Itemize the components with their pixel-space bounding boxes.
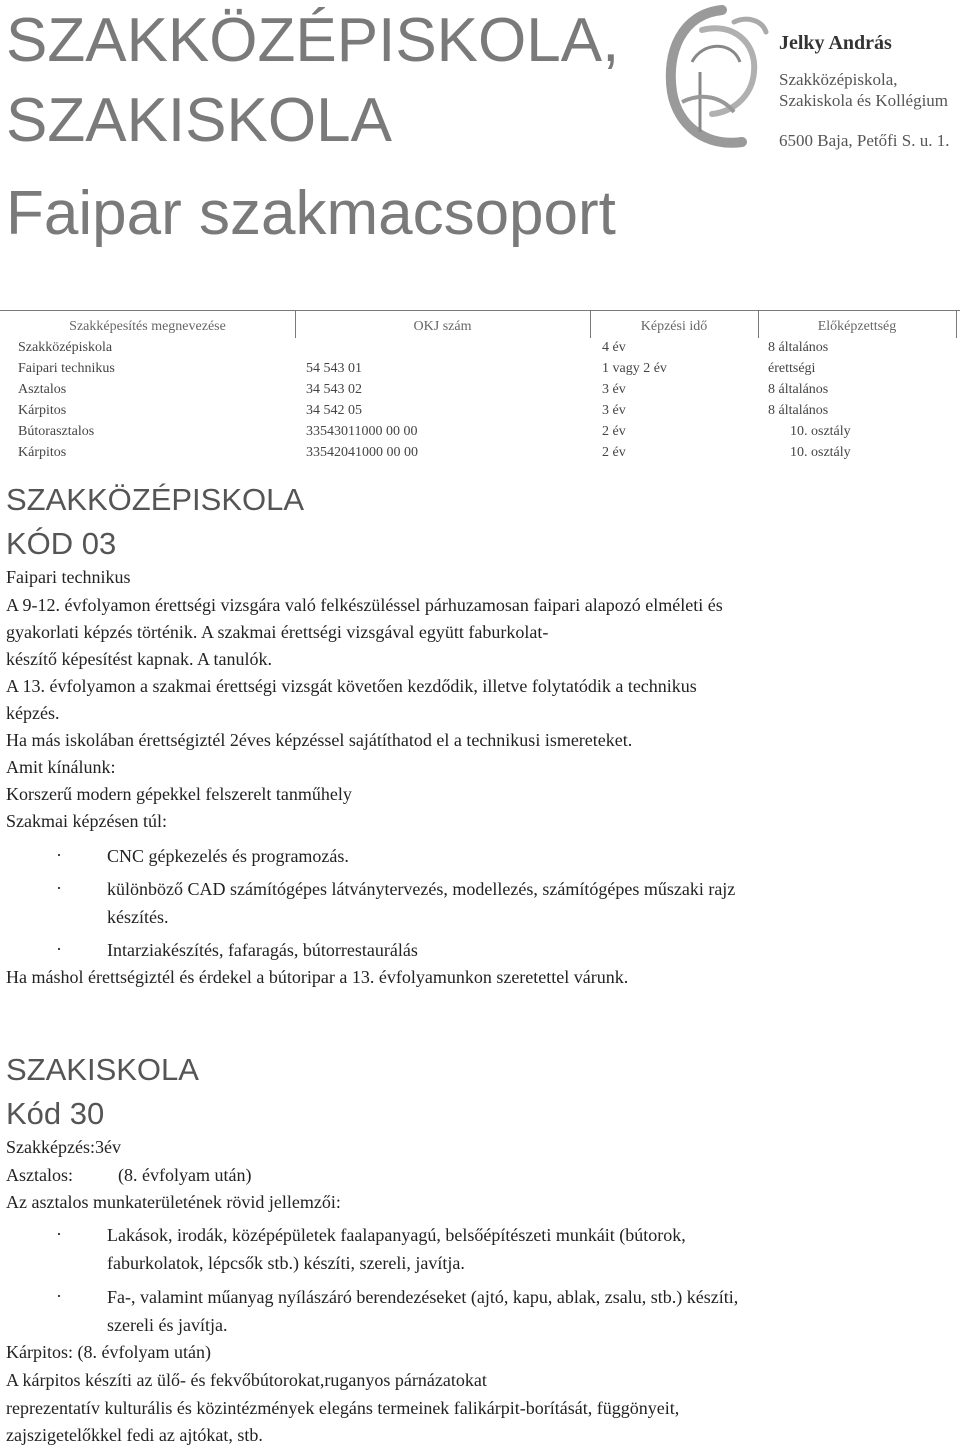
list-item-text: Fa-, valamint műanyag nyílászáró berendezéseket (ajtó, kapu, ablak, zsalu, stb.) készíti,: [107, 1287, 739, 1307]
table-cell: 2 év: [602, 424, 626, 439]
school-type-line-2: Szakiskola és Kollégium: [779, 91, 949, 110]
school-type-line-1: Szakközépiskola,: [779, 70, 898, 89]
paragraph-line: reprezentatív kulturális és közintézmények elegáns termeinek falikárpit-borítását, függönyeit,: [6, 1398, 680, 1418]
table-header-name: Szakképesítés megnevezése: [69, 319, 226, 334]
table-cell: 10. osztály: [790, 445, 851, 460]
table-cell: 4 év: [602, 340, 626, 355]
paragraph-line: A 13. évfolyamon a szakmai érettségi vizsgát követően kezdődik, illetve folytatódik a technikus: [6, 676, 697, 696]
school-logo: [662, 2, 774, 152]
table-cell: Asztalos: [18, 382, 67, 397]
paragraph-line: A kárpitos készíti az ülő- és fekvőbútorokat,ruganyos párnázatokat: [6, 1370, 487, 1390]
school-address: 6500 Baja, Petőfi S. u. 1.: [779, 131, 950, 150]
paragraph-line: A 9-12. évfolyamon érettségi vizsgára való felkészüléssel párhuzamosan faipari alapozó elméleti és: [6, 595, 723, 615]
school-name: Jelky András: [779, 32, 892, 54]
bullet-icon: ·: [56, 845, 62, 865]
bullet-icon: ·: [56, 1224, 62, 1244]
paragraph-line: Szakmai képzésen túl:: [6, 811, 167, 831]
asztalos-note: (8. évfolyam után): [118, 1165, 252, 1185]
section-subtitle: Faipari technikus: [6, 567, 131, 587]
table-header-duration: Képzési idő: [640, 319, 708, 334]
bullet-icon: ·: [56, 939, 62, 959]
karpitos-label: Kárpitos: (8. évfolyam után): [6, 1342, 211, 1362]
table-cell: Bútorasztalos: [18, 424, 95, 439]
title-line-3: Faipar szakmacsoport: [6, 179, 616, 248]
table-header-prerequisite: Előképzettség: [817, 319, 897, 334]
table-cell: 10. osztály: [790, 424, 851, 439]
section-code: KÓD 03: [6, 526, 117, 561]
table-cell: 8 általános: [768, 403, 829, 418]
list-item-text: szereli és javítja.: [107, 1315, 228, 1335]
bullet-icon: ·: [56, 1286, 62, 1306]
paragraph-line: képzés.: [6, 703, 60, 723]
paragraph-line: zajszigetelőkkel fedi az ajtókat, stb.: [6, 1425, 263, 1445]
table-top-rule: [0, 310, 960, 311]
paragraph-line: Amit kínálunk:: [6, 757, 116, 777]
list-item-text: Intarziakészítés, fafaragás, bútorrestaurálás: [107, 940, 418, 960]
table-cell: Faipari technikus: [18, 361, 115, 376]
list-item-text: különböző CAD számítógépes látványtervezés, modellezés, számítógépes műszaki rajz: [107, 879, 736, 899]
table-cell: 54 543 01: [306, 361, 362, 376]
section-heading-szakiskola: SZAKISKOLA: [6, 1052, 199, 1087]
section-code: Kód 30: [6, 1096, 105, 1131]
section-heading-szakkozepiskola: SZAKKÖZÉPISKOLA: [6, 482, 305, 517]
table-cell: 8 általános: [768, 382, 829, 397]
asztalos-intro: Az asztalos munkaterületének rövid jellemzői:: [6, 1192, 341, 1212]
bullet-icon: ·: [56, 878, 62, 898]
table-cell: 3 év: [602, 382, 626, 397]
table-cell: 33543011000 00 00: [306, 424, 418, 439]
table-cell: Kárpitos: [18, 445, 67, 460]
title-line-1: SZAKKÖZÉPISKOLA,: [6, 6, 620, 75]
table-cell: 34 543 02: [306, 382, 362, 397]
table-cell: 3 év: [602, 403, 626, 418]
paragraph-line: gyakorlati képzés történik. A szakmai érettségi vizsgával együtt faburkolat-: [6, 622, 549, 642]
paragraph-line: Ha más iskolában érettségiztél 2éves képzéssel sajátíthatod el a technikusi ismereteket.: [6, 730, 633, 750]
closing-line: Ha máshol érettségiztél és érdekel a bútoripar a 13. évfolyamunkon szeretettel várunk.: [6, 967, 629, 987]
table-header-okj: OKJ szám: [413, 319, 472, 334]
list-item-text: faburkolatok, lépcsők stb.) készíti, szereli, javítja.: [107, 1253, 465, 1273]
table-cell: Kárpitos: [18, 403, 67, 418]
table-cell: érettségi: [768, 361, 816, 376]
table-cell: 33542041000 00 00: [306, 445, 418, 460]
paragraph-line: Korszerű modern gépekkel felszerelt tanműhely: [6, 784, 352, 804]
title-line-2: SZAKISKOLA: [6, 86, 392, 155]
training-duration: Szakképzés:3év: [6, 1137, 121, 1157]
table-col-separator: [956, 310, 957, 338]
table-cell: 2 év: [602, 445, 626, 460]
table-cell: 1 vagy 2 év: [602, 361, 667, 376]
list-item-text: Lakások, irodák, középépületek faalapanyagú, belsőépítészeti munkáit (bútorok,: [107, 1225, 686, 1245]
asztalos-label: Asztalos:: [6, 1165, 73, 1185]
table-cell: 34 542 05: [306, 403, 362, 418]
list-item-text: CNC gépkezelés és programozás.: [107, 846, 349, 866]
table-cell: Szakközépiskola: [18, 340, 113, 355]
paragraph-line: készítő képesítést kapnak. A tanulók.: [6, 649, 272, 669]
list-item-text: készítés.: [107, 907, 169, 927]
table-cell: 8 általános: [768, 340, 829, 355]
